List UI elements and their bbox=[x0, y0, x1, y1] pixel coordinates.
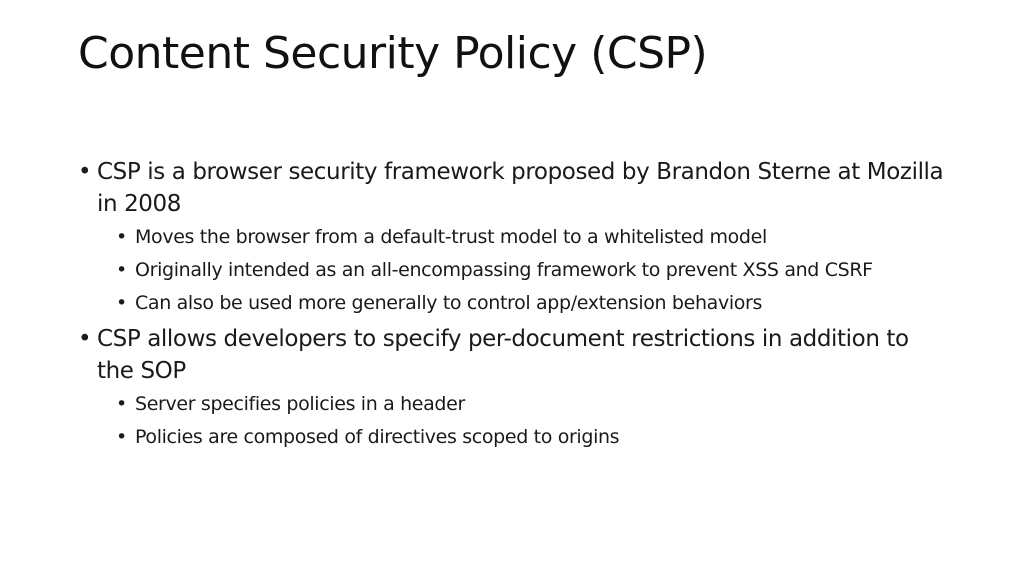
bullet-point bbox=[78, 323, 948, 387]
bullet-dot-icon: • bbox=[116, 393, 127, 415]
bullet-dot-icon: • bbox=[78, 159, 92, 185]
sub-bullet-text: Server specifies policies in a header bbox=[135, 393, 465, 415]
sub-bullet-point bbox=[116, 224, 916, 251]
slide-title: Content Security Policy (CSP) bbox=[78, 28, 708, 79]
slide-body bbox=[78, 156, 948, 457]
sub-bullet-text: Originally intended as an all-encompassing framework to prevent XSS and CSRF bbox=[135, 259, 873, 281]
sub-bullet-list bbox=[116, 391, 916, 451]
sub-bullet-point bbox=[116, 424, 916, 451]
sub-bullet-list bbox=[116, 224, 916, 317]
bullet-text: CSP is a browser security framework proposed by Brandon Sterne at Mozilla in 2008 bbox=[97, 159, 944, 217]
bullet-dot-icon: • bbox=[116, 292, 127, 314]
bullet-dot-icon: • bbox=[116, 426, 127, 448]
bullet-point bbox=[78, 156, 948, 220]
sub-bullet-text: Policies are composed of directives scoped to origins bbox=[135, 426, 620, 448]
sub-bullet-point bbox=[116, 391, 916, 418]
bullet-dot-icon: • bbox=[116, 226, 127, 248]
sub-bullet-text: Can also be used more generally to control app/extension behaviors bbox=[135, 292, 763, 314]
bullet-dot-icon: • bbox=[116, 259, 127, 281]
bullet-dot-icon: • bbox=[78, 326, 92, 352]
bullet-text: CSP allows developers to specify per-document restrictions in addition to the SOP bbox=[97, 326, 909, 384]
sub-bullet-text: Moves the browser from a default-trust model to a whitelisted model bbox=[135, 226, 767, 248]
sub-bullet-point bbox=[116, 290, 916, 317]
sub-bullet-point bbox=[116, 257, 916, 284]
